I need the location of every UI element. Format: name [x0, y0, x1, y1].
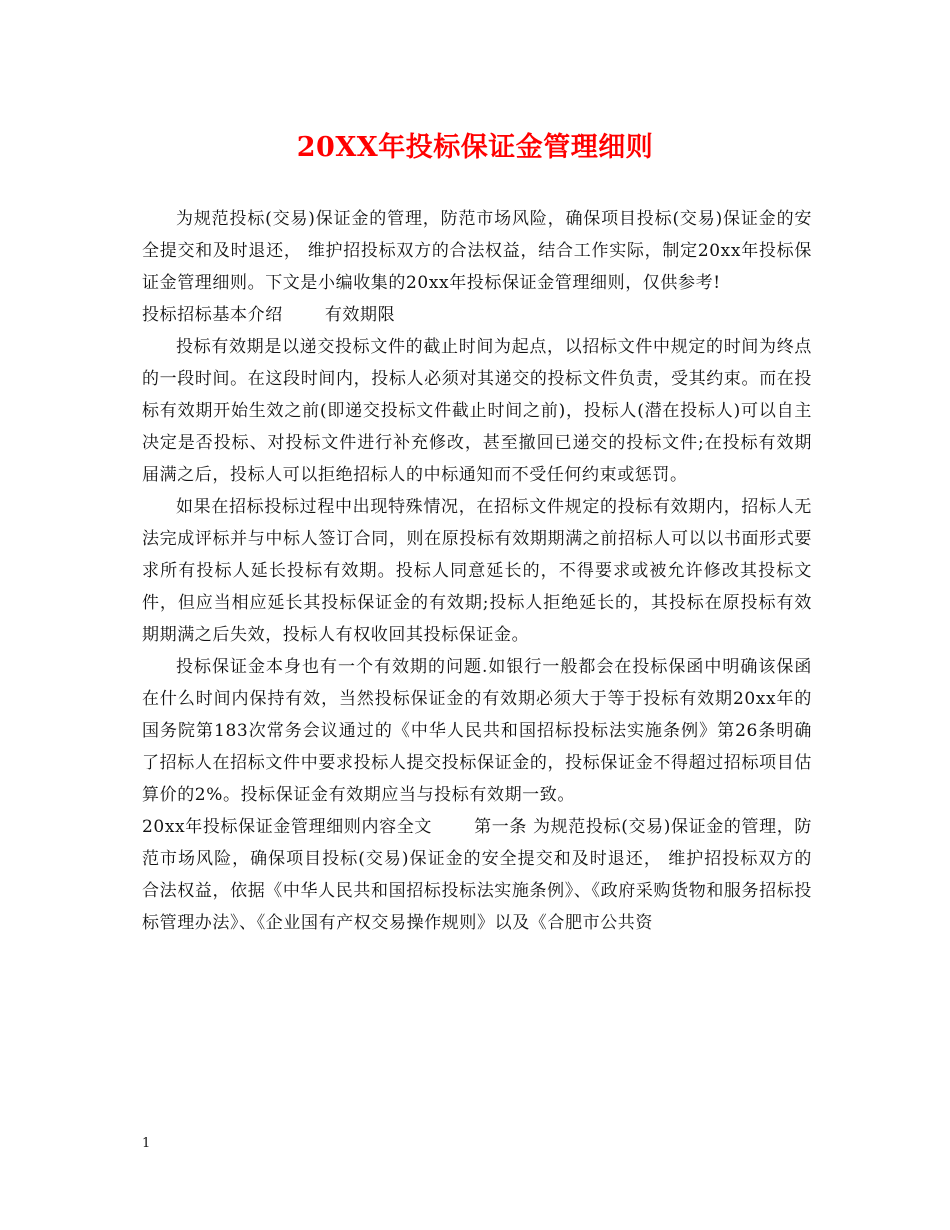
full-text-heading: 20xx年投标保证金管理细则内容全文 — [142, 817, 433, 837]
document-body — [142, 203, 812, 939]
section-heading-line — [142, 299, 812, 331]
document-title: 20XX年投标保证金管理细则 — [296, 132, 654, 163]
full-text-paragraph — [142, 811, 812, 939]
article-one-text: 第一条 为规范投标(交易)保证金的管理，防范市场风险，确保项目投标(交易)保证金的安全提交和及时退还， 维护招投标双方的合法权益，依据《中华人民共和国招标投标法实施条例》、《政府采购货物和服务招标投标管理办法》、《企业国有产权交易操作规则》以及《合肥市公共资 — [142, 817, 812, 933]
page-number: 1 — [142, 1136, 151, 1151]
validity-paragraph: 投标有效期是以递交投标文件的截止时间为起点，以招标文件中规定的时间为终点的一段时间。在这段时间内，投标人必须对其递交的投标文件负责，受其约束。而在投标有效期开始生效之前(即递交投标文件截止时间之前)，投标人(潜在投标人)可以自主决定是否投标、对投标文件进行补充修改，甚至撤回已递交的投标文件;在投标有效期届满之后，投标人可以拒绝招标人的中标通知而不受任何约束或惩罚。 — [142, 337, 812, 485]
section-heading-left: 投标招标基本介绍 — [142, 305, 283, 325]
intro-paragraph: 为规范投标(交易)保证金的管理，防范市场风险，确保项目投标(交易)保证金的安全提交和及时退还， 维护招投标双方的合法权益，结合工作实际，制定20xx年投标保证金管理细则。下文是小编收集的20xx年投标保证金管理细则，仅供参考! — [142, 209, 812, 293]
deposit-validity-paragraph: 投标保证金本身也有一个有效期的问题.如银行一般都会在投标保函中明确该保函在什么时间内保持有效，当然投标保证金的有效期必须大于等于投标有效期20xx年的国务院第183次常务会议通过的《中华人民共和国招标投标法实施条例》第26条明确了招标人在招标文件中要求投标人提交投标保证金的，投标保证金不得超过招标项目估算价的2%。投标保证金有效期应当与投标有效期一致。 — [142, 657, 812, 805]
section-heading-right: 有效期限 — [324, 305, 396, 325]
extension-paragraph: 如果在招标投标过程中出现特殊情况，在招标文件规定的投标有效期内，招标人无法完成评标并与中标人签订合同，则在原投标有效期期满之前招标人可以以书面形式要求所有投标人延长投标有效期。投标人同意延长的，不得要求或被允许修改其投标文件，但应当相应延长其投标保证金的有效期;投标人拒绝延长的，其投标在原投标有效期期满之后失效，投标人有权收回其投标保证金。 — [142, 497, 812, 645]
